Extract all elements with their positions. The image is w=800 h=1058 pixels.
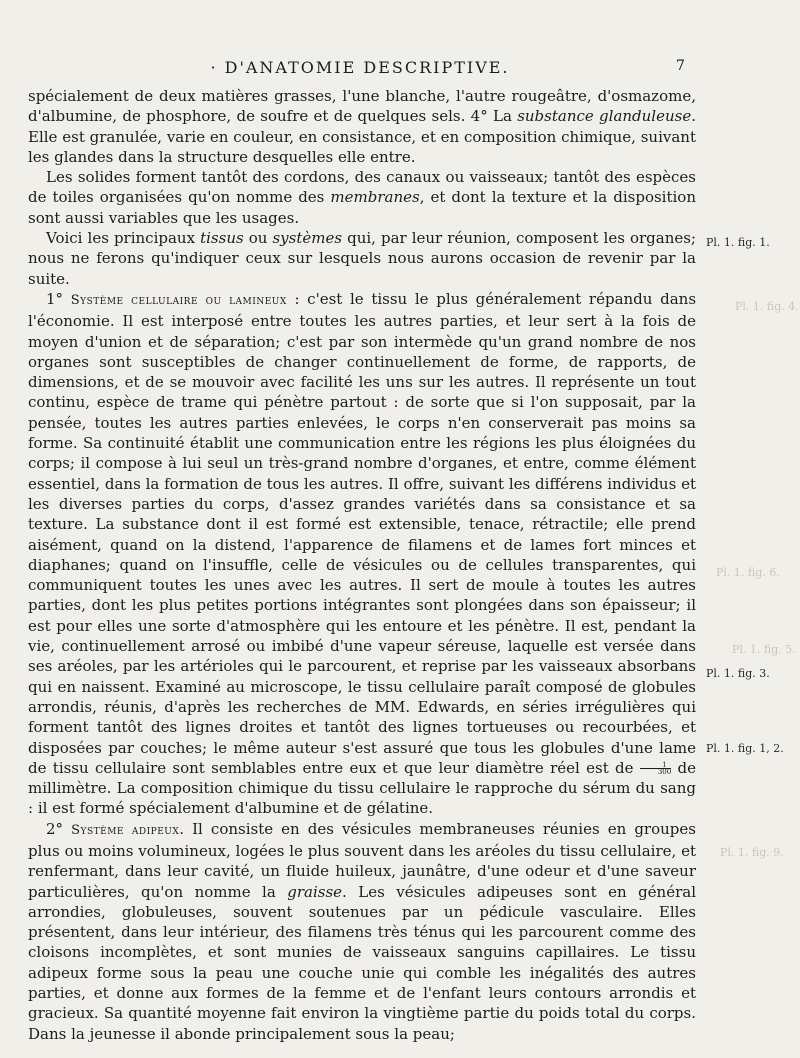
paragraph-solides: Les solides forment tantôt des cordons, des canaux ou vaisseaux; tantôt des espèces de toiles organisées qu'on nomme des membranes, et dont la texture et la disposition sont aussi variables que les usages.	[28, 168, 696, 227]
margin-note-fig1: Pl. 1. fig. 1.	[706, 236, 770, 249]
bleed-through-note: Pl. 1. fig. 5.	[732, 643, 796, 656]
bleed-through-note: Pl. 1. fig. 6.	[716, 566, 780, 579]
paragraph-substances: spécialement de deux matières grasses, l'une blanche, l'autre rougeâtre, d'osmazome, d'albumine, de phosphore, de soufre et de quelques sels. 4° La substance glanduleuse. Elle est granulée, varie en couleur, en consistance, et en composition chimique, suivant les glandes dans la structure desquelles elle entre.	[28, 87, 696, 166]
paragraph-tissus: Voici les principaux tissus ou systèmes qui, par leur réunion, composent les organes; nous ne ferons qu'indiquer ceux sur lesquels nous aurons occasion de revenir par la suite.	[28, 229, 696, 288]
paragraph-systeme-cellulaire: 1° Système cellulaire ou lamineux : c'est le tissu le plus généralement répandu dans l'économie. Il est interposé entre toutes les autres parties, et leur sert à la fois de moyen d'union et de séparation; c'est par son intermède qu'un grand nombre de nos organes sont susceptibles de changer continuellement de forme, de rapports, de dimensions, et de se mouvoir avec facilité les uns sur les autres. Il représente un tout continu, espèce de trame qui pénètre partout : de sorte que si l'on supposait, par la pensée, toutes les autres parties enlevées, le corps n'en conserverait pas moins sa forme. Sa continuité établit une communication entre les régions les plus éloignées du corps; il compose à lui seul un très-grand nombre d'organes, et entre, comme élément essentiel, dans la formation de tous les autres. Il offre, suivant les différens individus et les diverses parties du corps, d'assez grandes variétés dans sa consistance et sa texture. La substance dont il est formé est extensible, tenace, rétractile; elle prend aisément, quand on la distend, l'apparence de filamens et de lames fort minces et diaphanes; quand on l'insuffle, celle de vésicules ou de cellules transparentes, qui communiquent toutes les unes avec les autres. Il sert de moule à toutes les autres parties, dont les plus petites portions intégrantes sont plongées dans son épaisseur; il est pour elles une sorte d'atmosphère qui les entoure et les pénètre. Il est, pendant la vie, continuellement arrosé ou imbibé d'une vapeur séreuse, laquelle est versée dans ses aréoles, par les artérioles qui le parcourent, et reprise par les vaisseaux absorbans qui en naissent. Examiné au microscope, le tissu cellulaire paraît composé de globules arrondis, réunis, d'après les recherches de MM. Edwards, en séries irrégulières qui forment tantôt des lignes droites et tantôt des lignes tortueuses ou recourbées, et disposées par couches; le même auteur s'est assuré que tous les globules d'une lame de tissu cellulaire sont semblables entre eux et que leur diamètre réel est de $\frac{1}{300}$ de millimètre. La composition chimique du tissu cellulaire le rapproche du sérum du sang : il est formé spécialement d'albumine et de gélatine.	[28, 289, 697, 818]
running-title: · D'ANATOMIE DESCRIPTIVE.	[210, 58, 510, 77]
page-header	[0, 58, 800, 84]
margin-note-fig3: Pl. 1. fig. 3.	[706, 667, 770, 680]
paragraph-systeme-adipeux: 2° Système adipeux. Il consiste en des vésicules membraneuses réunies en groupes plus ou moins volumineux, logées le plus souvent dans les aréoles du tissu cellulaire, et renfermant, dans leur cavité, un fluide huileux, jaunâtre, d'une odeur et d'une saveur particulières, qu'on nomme la graisse. Les vésicules adipeuses sont en général arrondies, globuleuses, souvent soutenues par un pédicule vasculaire. Elles présentent, dans leur intérieur, des filamens très ténus qui les parcourent comme des cloisons incomplètes, et sont munies de vaisseaux sanguins capillaires. Le tissu adipeux forme sous la peau une couche unie qui comble les inégalités des autres parties, et donne aux formes de la femme et de l'enfant leurs contours arrondis et gracieux. Sa quantité moyenne fait environ la vingtième partie du poids total du corps. Dans la jeunesse il abonde principalement sous la peau;	[28, 819, 696, 1043]
heading-systeme-adipeux: Système adipeux	[71, 822, 180, 838]
term-tissus: tissus	[200, 229, 244, 248]
margin-note-fig1-2: Pl. 1. fig. 1, 2.	[706, 742, 784, 755]
body-text	[28, 86, 696, 1044]
heading-systeme-cellulaire: Système cellulaire ou lamineux	[70, 292, 287, 308]
term-graisse: graisse	[287, 882, 343, 901]
term-membranes: membranes	[330, 188, 420, 207]
fraction: $\frac{1}{300}$	[640, 762, 671, 775]
page-number: 7	[676, 58, 685, 74]
term-systemes: systèmes	[272, 229, 343, 248]
term-substance-glanduleuse: substance glanduleuse	[517, 107, 692, 126]
bleed-through-note: Pl. 1. fig. 9.	[720, 846, 784, 859]
bleed-through-note: Pl. 1. fig. 4.	[735, 300, 799, 313]
